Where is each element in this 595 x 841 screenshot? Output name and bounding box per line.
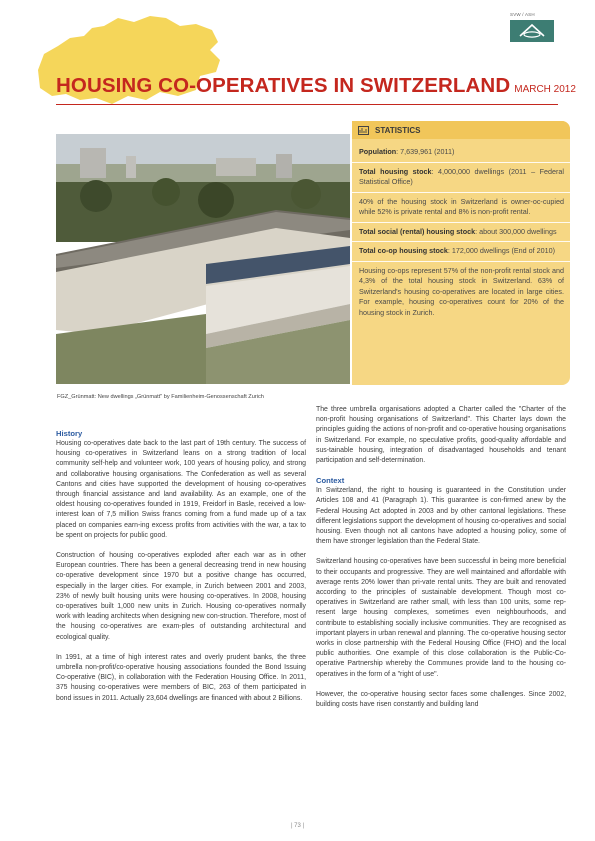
stat-social-stock-label: Total social (rental) housing stock (359, 226, 476, 236)
chart-icon (358, 126, 369, 135)
page-title (56, 74, 576, 98)
stat-coop-share: Housing co-ops represent 57% of the non-profit rental stock and 4,3% of the total housing stock in Switzerland. 63% of Switzerland's housing co-operatives are located in large cities. For example, housing co-operatives count for 20% of the housing stock in Zurich. (359, 265, 564, 317)
charter-paragraph: The three umbrella organisations adopted a Charter called the "Charter of the non-profit housing organisations of Switzerland". This Charter lays down the principles guiding the actions of non-profit and co-operative housing organisations in Switzerland. For example, no speculative profits, good-quality affordable and sus-tainable housing, integration of disadvantaged households and tenant participation and self-determination. (316, 406, 566, 465)
history-heading: History (56, 429, 83, 438)
title-main: HOUSING CO-OPERATIVES IN SWITZERLAND (56, 74, 511, 97)
photo-caption: FGZ_Grünmatt: New dwellings „Grünmatt" by Familienheim-Genossenschaft Zurich (57, 394, 264, 400)
stat-social-stock-value: : about 300,000 dwellings (475, 226, 557, 236)
context-heading: Context (316, 476, 345, 486)
left-column (56, 429, 306, 714)
title-date: MARCH 2012 (514, 84, 576, 95)
stat-social-stock (352, 227, 570, 238)
stat-divider (352, 222, 570, 223)
stat-housing-stock (352, 167, 570, 188)
stat-housing-stock-value: : 4,000,000 dwellings (2011 – Federal Statistical Office) (359, 166, 564, 186)
history-paragraph-3: In 1991, at a time of high interest rates and overly prudent banks, the three umbrella non-profit/co-operative housing associations founded the Bond Issuing Co-operative (BIC), in collaboration with the Federation Housing Office. In 2011, 375 housing co-operatives were members of BIC, 263 of them participated in bond issues in 2011. Actually 23,604 dwellings are financed with about 2 Billions. (56, 653, 306, 702)
stat-housing-stock-label: Total housing stock (359, 166, 432, 176)
history-paragraph-2: Construction of housing co-operatives exploded after each war as in other European countries. There has been a general decreasing trend in new housing co-operative development since 1970 but a positive change has occurred, especially in the larger cities. For example, in Zurich between 2001 and 2003, 23% of newly built housing units were housing co-operatives. In 2008, housing co-operatives built 1,000 new units in Zurich. Housing co-operatives normally work with leading architects when designing new con-struction. Therefore, most of the housing co-operatives are exam-ples of outstanding architectural and ecological quality. (56, 552, 306, 641)
housing-photo-illustration (56, 134, 350, 384)
stat-divider (352, 241, 570, 242)
stat-population-label: Population (359, 147, 397, 156)
brand-mark (510, 20, 554, 42)
brand-logo (510, 12, 556, 42)
right-column (316, 405, 566, 720)
stat-coop-stock (352, 246, 570, 257)
context-paragraph-2: Switzerland housing co-operatives have been successful in being more beneficial to their occupants and progressive. They are well maintained and affordable with average rents 20% lower than pri-vate rental units. They are built and renovated according to the principles of sustainable development. Though most co-operatives in Switzerland are rather small, with less than 100 units, some rep-resent large housing complexes, sometimes even neighbourhoods, and contribute to establishing socially inclusive communities. They are recognised as important players in urban renewal and planning. The co-operative housing sector works in close partnership with the Federal Housing Office (FHO) and the local public authorities. One example of this close collaboration is the Public-Co-operative Partnership whereby the Communes provide land to the housing co-operatives in the form of a "right of use". (316, 558, 566, 678)
stat-coop-stock-value: : 172,000 dwellings (End of 2010) (447, 246, 556, 255)
brand-label: SVW / ASH (510, 12, 535, 17)
housing-photo (56, 134, 350, 384)
page-number: | 73 | (290, 823, 305, 829)
statistics-header (352, 121, 570, 139)
stat-population-value: : 7,639,961 (2011) (396, 147, 455, 156)
context-paragraph-3: However, the co-operative housing sector faces some challenges. Since 2002, building costs have risen constantly and building land (316, 690, 566, 709)
house-logo-icon (517, 22, 547, 40)
statistics-box (352, 121, 570, 385)
stat-coop-stock-label: Total co-op housing stock (359, 246, 448, 255)
stat-ownership: 40% of the housing stock in Switzerland is owner-oc-cupied while 52% is private rental and 8% is non-profit rental. (359, 196, 564, 216)
stat-divider (352, 261, 570, 262)
history-paragraph-1: Housing co-operatives date back to the last part of 19th century. The success of housing co-operatives in Switzerland leans on a strong tradition of local community self-help and volunteer work, 100 years of housing policy, and strong and collaborative housing organisations. The Confederation as well as several Cantons and cities have supported the development of housing co-operatives through financial assistance and land availability. As an example, one of the oldest housing co-operatives founded in 1919, Freidorf in Basle, received a low-interest loan of 7,5 million Swiss francs coming from a fund made up of a tax placed on companies earn-ing excess profits from activities with the war, a tax to be spent on projects for public good. (56, 440, 306, 539)
title-rule (56, 104, 558, 105)
context-paragraph-1: In Switzerland, the right to housing is guaranteed in the Constitution under Articles 108 and 41 (Paragraph 1). This guarantee is con-firmed anew by the Federal Housing Act adopted in 2003 and by other cantonal legislations. These different legislations support the development of housing co-operatives and social housing. Even though not all cantons have adopted a housing policy, some of them have stronger legislation than the Federal State. (316, 487, 566, 546)
stat-divider (352, 162, 570, 163)
statistics-heading: STATISTICS (375, 125, 421, 135)
stat-population (352, 147, 570, 158)
stat-divider (352, 192, 570, 193)
